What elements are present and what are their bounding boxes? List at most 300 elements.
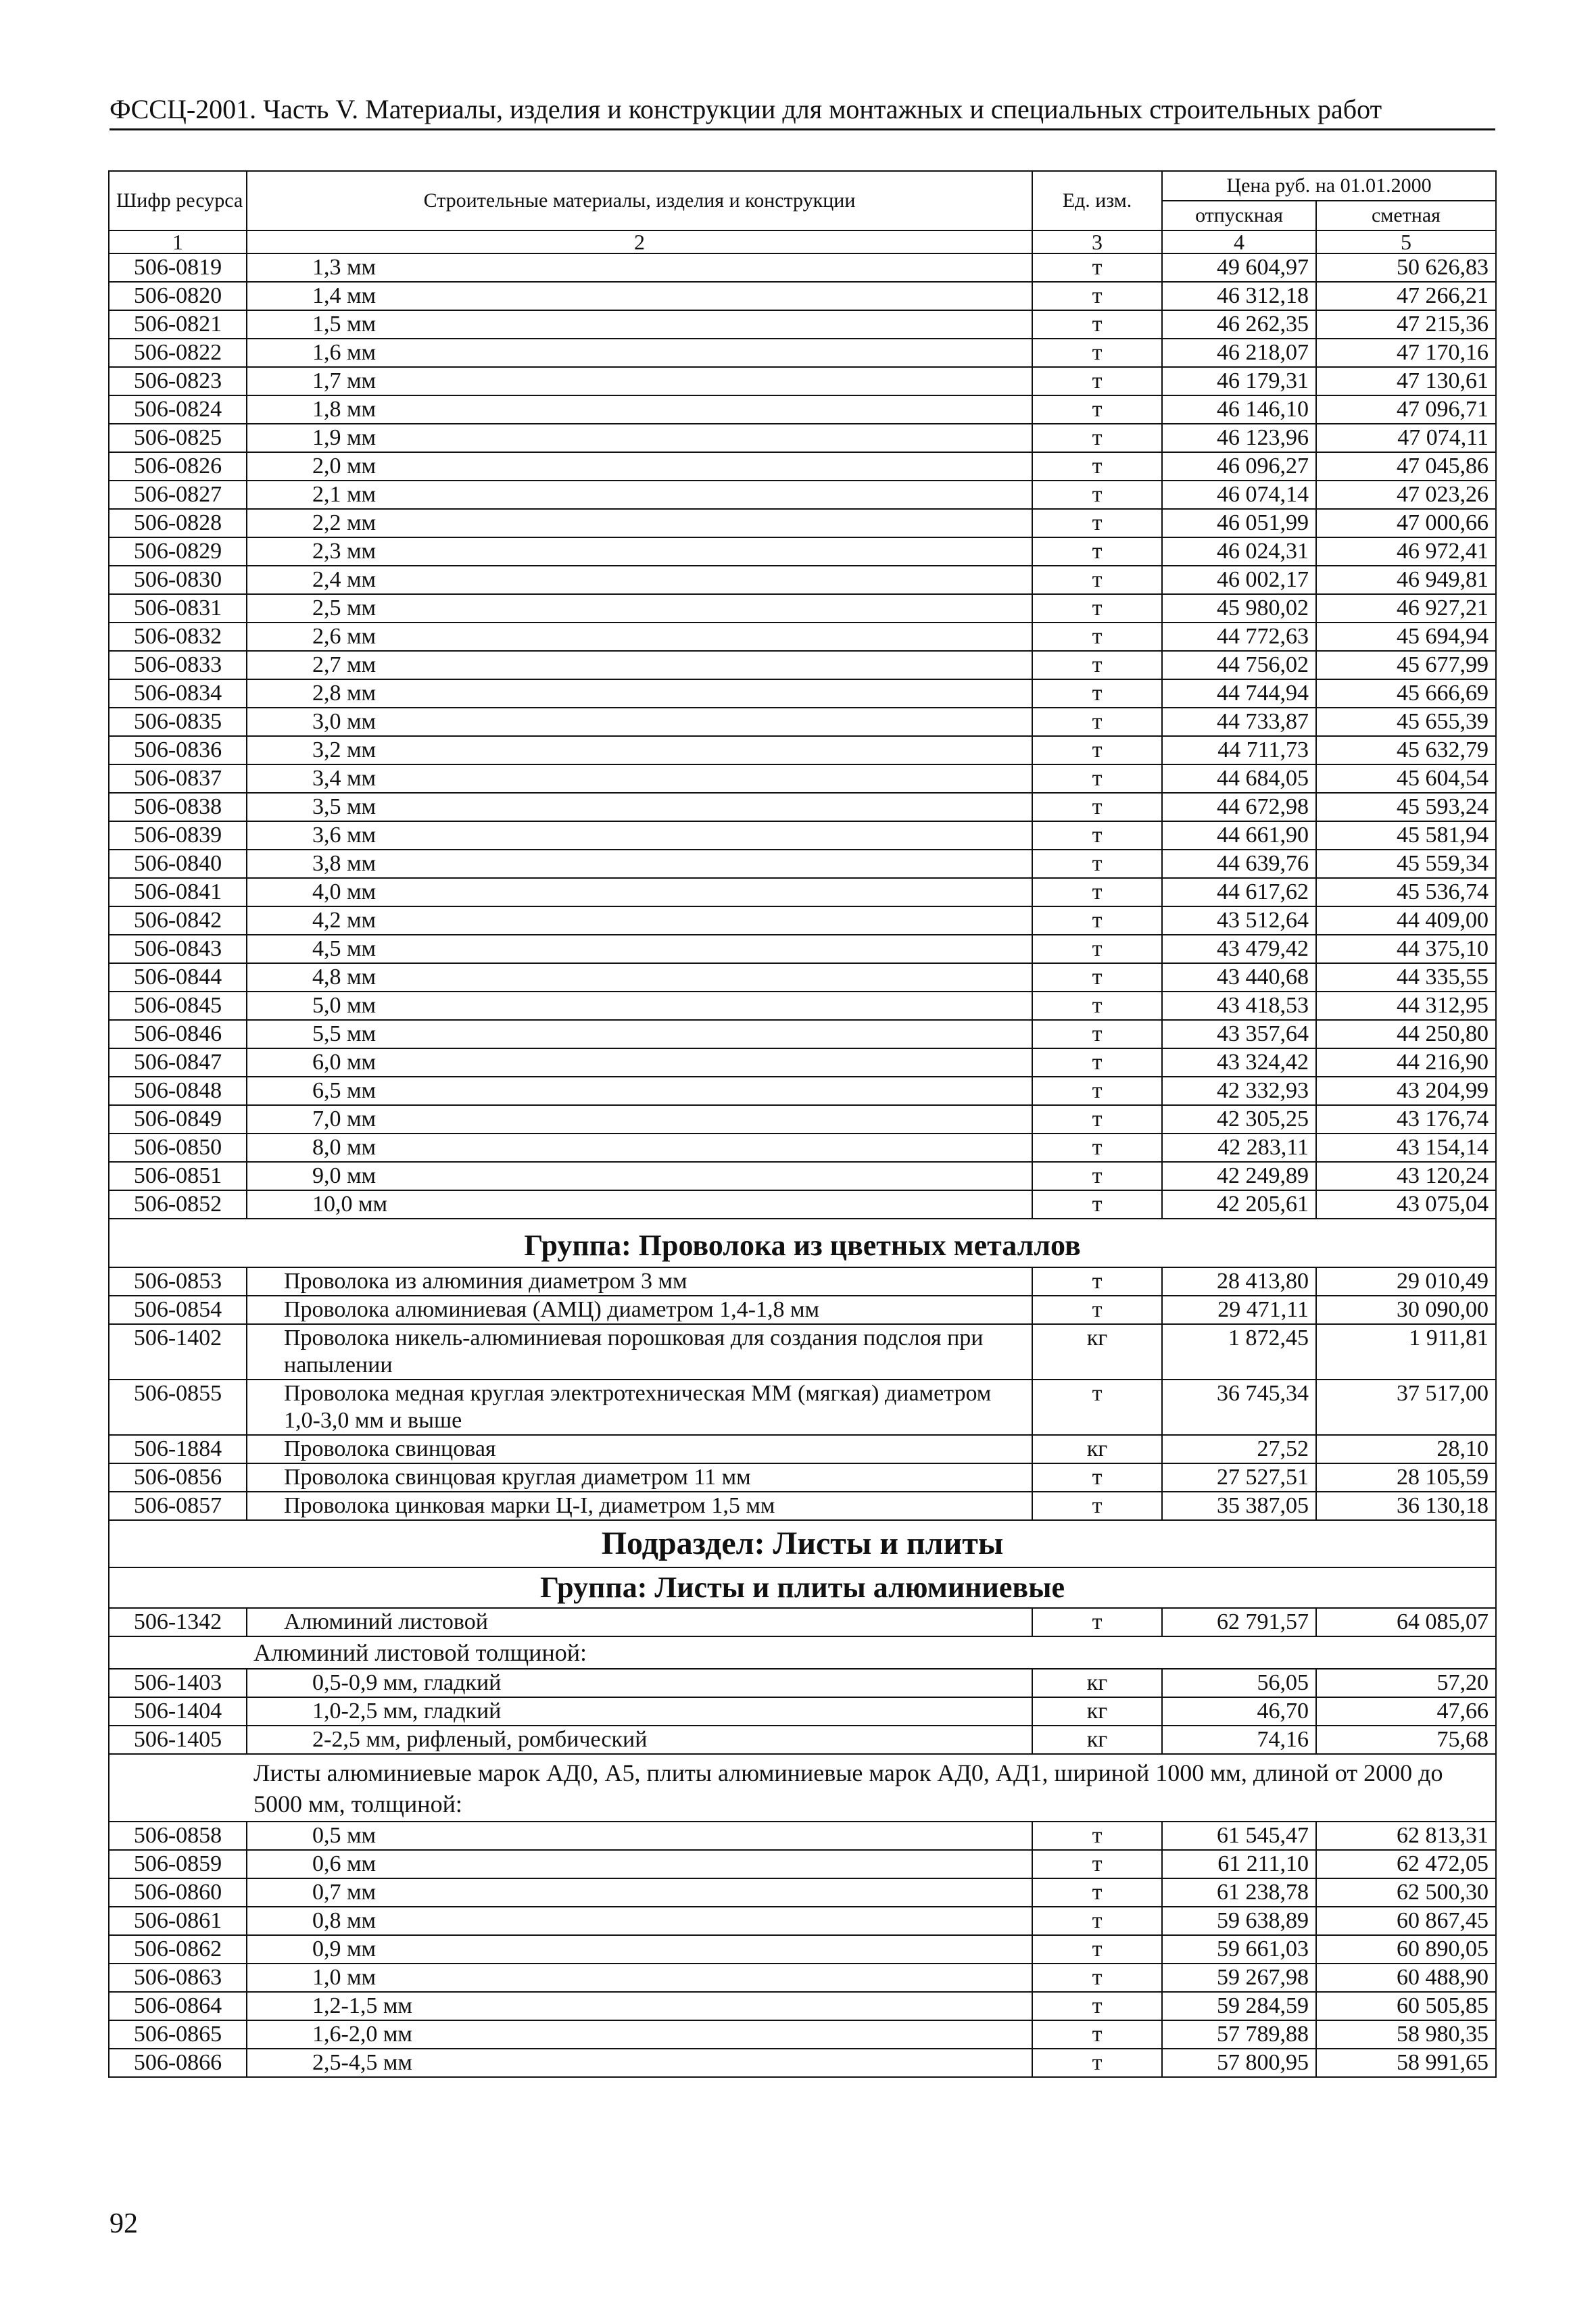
cell-price-release: 42 283,11 bbox=[1162, 1134, 1316, 1162]
table-row bbox=[109, 537, 1496, 566]
cell-price-release: 46 123,96 bbox=[1162, 424, 1316, 452]
table-row bbox=[109, 821, 1496, 850]
cell-name: 1,7 мм bbox=[247, 367, 1032, 395]
cell-price-estimate: 45 593,24 bbox=[1316, 793, 1496, 821]
cell-unit: т bbox=[1032, 253, 1162, 282]
cell-price-estimate: 30 090,00 bbox=[1316, 1296, 1496, 1324]
cell-unit: т bbox=[1032, 1822, 1162, 1850]
cell-price-release: 1 872,45 bbox=[1162, 1324, 1316, 1380]
cell-price-estimate: 45 581,94 bbox=[1316, 821, 1496, 850]
cell-price-estimate: 36 130,18 bbox=[1316, 1492, 1496, 1520]
cell-price-release: 46 262,35 bbox=[1162, 310, 1316, 339]
cell-price-release: 35 387,05 bbox=[1162, 1492, 1316, 1520]
cell-price-release: 46 002,17 bbox=[1162, 566, 1316, 594]
cell-price-estimate: 60 505,85 bbox=[1316, 1992, 1496, 2020]
cell-name: 2,1 мм bbox=[247, 481, 1032, 509]
cell-unit: кг bbox=[1032, 1435, 1162, 1463]
table-row bbox=[109, 1992, 1496, 2020]
cell-name: 2,7 мм bbox=[247, 651, 1032, 679]
cell-name: 3,2 мм bbox=[247, 736, 1032, 764]
cell-code: 506-0856 bbox=[109, 1463, 247, 1492]
cell-code: 506-0841 bbox=[109, 878, 247, 906]
page-header: ФССЦ-2001. Часть V. Материалы, изделия и конструкции для монтажных и специальных строительных работ bbox=[110, 93, 1495, 130]
table-row bbox=[109, 1020, 1496, 1048]
header-price-estimate: сметная bbox=[1316, 201, 1496, 230]
cell-price-estimate: 44 409,00 bbox=[1316, 906, 1496, 935]
cell-unit: т bbox=[1032, 1935, 1162, 1964]
cell-name: 1,4 мм bbox=[247, 282, 1032, 310]
cell-price-release: 43 418,53 bbox=[1162, 992, 1316, 1020]
cell-unit: т bbox=[1032, 764, 1162, 793]
cell-name: 5,5 мм bbox=[247, 1020, 1032, 1048]
cell-unit: кг bbox=[1032, 1669, 1162, 1697]
header-unit: Ед. изм. bbox=[1032, 171, 1162, 230]
cell-code: 506-0826 bbox=[109, 452, 247, 481]
cell-code: 506-0853 bbox=[109, 1267, 247, 1296]
cell-unit: т bbox=[1032, 1992, 1162, 2020]
cell-unit: т bbox=[1032, 395, 1162, 424]
cell-unit: т bbox=[1032, 1020, 1162, 1048]
cell-code: 506-1404 bbox=[109, 1697, 247, 1726]
cell-code: 506-1884 bbox=[109, 1435, 247, 1463]
cell-price-estimate: 62 500,30 bbox=[1316, 1878, 1496, 1907]
cell-unit: т bbox=[1032, 1492, 1162, 1520]
cell-price-estimate: 62 472,05 bbox=[1316, 1850, 1496, 1878]
subsection-heading: Подраздел: Листы и плиты bbox=[109, 1520, 1496, 1567]
page-number: 92 bbox=[110, 2208, 138, 2239]
cell-name: 0,8 мм bbox=[247, 1907, 1032, 1935]
cell-price-release: 59 284,59 bbox=[1162, 1992, 1316, 2020]
table-row bbox=[109, 1380, 1496, 1435]
cell-price-estimate: 45 604,54 bbox=[1316, 764, 1496, 793]
cell-code: 506-0838 bbox=[109, 793, 247, 821]
table-row bbox=[109, 1907, 1496, 1935]
cell-price-estimate: 28 105,59 bbox=[1316, 1463, 1496, 1492]
cell-price-release: 46 096,27 bbox=[1162, 452, 1316, 481]
cell-unit: т bbox=[1032, 1463, 1162, 1492]
cell-price-estimate: 57,20 bbox=[1316, 1669, 1496, 1697]
cell-unit: т bbox=[1032, 1296, 1162, 1324]
cell-price-estimate: 47 000,66 bbox=[1316, 509, 1496, 537]
cell-code: 506-0840 bbox=[109, 850, 247, 878]
cell-name: 8,0 мм bbox=[247, 1134, 1032, 1162]
cell-name: 1,8 мм bbox=[247, 395, 1032, 424]
header-price-group: Цена руб. на 01.01.2000 bbox=[1162, 171, 1496, 201]
cell-unit: т bbox=[1032, 935, 1162, 963]
cell-price-release: 46 024,31 bbox=[1162, 537, 1316, 566]
cell-unit: т bbox=[1032, 963, 1162, 992]
cell-unit: т bbox=[1032, 793, 1162, 821]
table-row bbox=[109, 1105, 1496, 1134]
table-row bbox=[109, 452, 1496, 481]
table-row bbox=[109, 1324, 1496, 1380]
cell-price-estimate: 45 677,99 bbox=[1316, 651, 1496, 679]
cell-price-estimate: 47 074,11 bbox=[1316, 424, 1496, 452]
table-row bbox=[109, 1492, 1496, 1520]
cell-unit: т bbox=[1032, 821, 1162, 850]
cell-unit: т bbox=[1032, 1878, 1162, 1907]
cell-price-release: 62 791,57 bbox=[1162, 1608, 1316, 1636]
cell-code: 506-0834 bbox=[109, 679, 247, 708]
cell-code: 506-0824 bbox=[109, 395, 247, 424]
cell-name: 4,0 мм bbox=[247, 878, 1032, 906]
cell-code: 506-0866 bbox=[109, 2049, 247, 2077]
cell-price-estimate: 46 927,21 bbox=[1316, 594, 1496, 623]
cell-code: 506-0829 bbox=[109, 537, 247, 566]
cell-price-release: 46 218,07 bbox=[1162, 339, 1316, 367]
table-row bbox=[109, 367, 1496, 395]
cell-name: 3,0 мм bbox=[247, 708, 1032, 736]
cell-code: 506-0857 bbox=[109, 1492, 247, 1520]
table-row bbox=[109, 1463, 1496, 1492]
cell-price-release: 43 512,64 bbox=[1162, 906, 1316, 935]
cell-unit: т bbox=[1032, 1907, 1162, 1935]
cell-price-estimate: 29 010,49 bbox=[1316, 1267, 1496, 1296]
cell-name: 2,8 мм bbox=[247, 679, 1032, 708]
cell-code: 506-0835 bbox=[109, 708, 247, 736]
cell-name: 1,9 мм bbox=[247, 424, 1032, 452]
cell-unit: т bbox=[1032, 424, 1162, 452]
table-row bbox=[109, 1608, 1496, 1636]
cell-name: 1,0-2,5 мм, гладкий bbox=[247, 1697, 1032, 1726]
cell-unit: т bbox=[1032, 594, 1162, 623]
cell-unit: т bbox=[1032, 623, 1162, 651]
cell-name: 0,6 мм bbox=[247, 1850, 1032, 1878]
table-row bbox=[109, 310, 1496, 339]
cell-price-estimate: 46 972,41 bbox=[1316, 537, 1496, 566]
cell-unit: т bbox=[1032, 1850, 1162, 1878]
cell-price-release: 46 312,18 bbox=[1162, 282, 1316, 310]
cell-price-release: 46 074,14 bbox=[1162, 481, 1316, 509]
cell-unit: т bbox=[1032, 1048, 1162, 1077]
cell-price-estimate: 44 250,80 bbox=[1316, 1020, 1496, 1048]
table-row bbox=[109, 736, 1496, 764]
cell-code: 506-0849 bbox=[109, 1105, 247, 1134]
cell-name: 3,5 мм bbox=[247, 793, 1032, 821]
table-row bbox=[109, 1726, 1496, 1754]
cell-price-release: 61 211,10 bbox=[1162, 1850, 1316, 1878]
cell-price-estimate: 45 666,69 bbox=[1316, 679, 1496, 708]
cell-price-release: 43 479,42 bbox=[1162, 935, 1316, 963]
group-heading: Группа: Проволока из цветных металлов bbox=[109, 1219, 1496, 1267]
cell-code: 506-0855 bbox=[109, 1380, 247, 1435]
group-heading: Группа: Листы и плиты алюминиевые bbox=[109, 1567, 1496, 1608]
table-row bbox=[109, 906, 1496, 935]
cell-price-release: 27 527,51 bbox=[1162, 1463, 1316, 1492]
cell-price-estimate: 50 626,83 bbox=[1316, 253, 1496, 282]
table-row bbox=[109, 963, 1496, 992]
cell-price-release: 57 800,95 bbox=[1162, 2049, 1316, 2077]
cell-unit: т bbox=[1032, 906, 1162, 935]
cell-price-release: 59 638,89 bbox=[1162, 1907, 1316, 1935]
cell-name: 0,5 мм bbox=[247, 1822, 1032, 1850]
cell-name: 1,2-1,5 мм bbox=[247, 1992, 1032, 2020]
cell-price-release: 43 440,68 bbox=[1162, 963, 1316, 992]
cell-price-release: 42 305,25 bbox=[1162, 1105, 1316, 1134]
cell-name: 6,5 мм bbox=[247, 1077, 1032, 1105]
cell-code: 506-0852 bbox=[109, 1190, 247, 1219]
cell-unit: т bbox=[1032, 878, 1162, 906]
cell-unit: т bbox=[1032, 1190, 1162, 1219]
cell-unit: т bbox=[1032, 509, 1162, 537]
cell-price-estimate: 47,66 bbox=[1316, 1697, 1496, 1726]
table-row bbox=[109, 2049, 1496, 2077]
cell-code: 506-0827 bbox=[109, 481, 247, 509]
header-code: Шифр ресурса bbox=[109, 171, 247, 230]
cell-name: 7,0 мм bbox=[247, 1105, 1032, 1134]
cell-code: 506-0865 bbox=[109, 2020, 247, 2049]
cell-unit: т bbox=[1032, 992, 1162, 1020]
cell-name: 2,3 мм bbox=[247, 537, 1032, 566]
cell-unit: т bbox=[1032, 1134, 1162, 1162]
cell-name: Проволока медная круглая электротехническая ММ (мягкая) диаметром 1,0-3,0 мм и выше bbox=[247, 1380, 1032, 1435]
cell-unit: т bbox=[1032, 310, 1162, 339]
cell-code: 506-0859 bbox=[109, 1850, 247, 1878]
cell-name: 0,7 мм bbox=[247, 1878, 1032, 1907]
cell-price-estimate: 28,10 bbox=[1316, 1435, 1496, 1463]
cell-price-release: 44 672,98 bbox=[1162, 793, 1316, 821]
table-row bbox=[109, 1850, 1496, 1878]
intro-text: Листы алюминиевые марок АД0, А5, плиты алюминиевые марок АД0, АД1, шириной 1000 мм, длиной от 2000 до 5000 мм, толщиной: bbox=[247, 1754, 1496, 1822]
cell-name: 2-2,5 мм, рифленый, ромбический bbox=[247, 1726, 1032, 1754]
table-row bbox=[109, 424, 1496, 452]
header-name: Строительные материалы, изделия и конструкции bbox=[247, 171, 1032, 230]
cell-code: 506-0848 bbox=[109, 1077, 247, 1105]
cell-price-estimate: 62 813,31 bbox=[1316, 1822, 1496, 1850]
table-row bbox=[109, 566, 1496, 594]
cell-code: 506-0844 bbox=[109, 963, 247, 992]
cell-unit: т bbox=[1032, 850, 1162, 878]
cell-price-release: 57 789,88 bbox=[1162, 2020, 1316, 2049]
table-row bbox=[109, 935, 1496, 963]
cell-price-release: 46 179,31 bbox=[1162, 367, 1316, 395]
table-row bbox=[109, 1669, 1496, 1697]
cell-price-estimate: 43 120,24 bbox=[1316, 1162, 1496, 1190]
cell-name: Проволока из алюминия диаметром 3 мм bbox=[247, 1267, 1032, 1296]
cell-code: 506-0821 bbox=[109, 310, 247, 339]
cell-unit: т bbox=[1032, 1162, 1162, 1190]
cell-name: 9,0 мм bbox=[247, 1162, 1032, 1190]
cell-price-release: 28 413,80 bbox=[1162, 1267, 1316, 1296]
cell-name: Проволока цинковая марки Ц-I, диаметром 1,5 мм bbox=[247, 1492, 1032, 1520]
table-row bbox=[109, 1190, 1496, 1219]
table-row bbox=[109, 339, 1496, 367]
cell-price-release: 61 545,47 bbox=[1162, 1822, 1316, 1850]
table-row bbox=[109, 1435, 1496, 1463]
cell-code: 506-0843 bbox=[109, 935, 247, 963]
cell-price-estimate: 47 045,86 bbox=[1316, 452, 1496, 481]
cell-name: 2,5-4,5 мм bbox=[247, 2049, 1032, 2077]
table-row bbox=[109, 1935, 1496, 1964]
cell-unit: т bbox=[1032, 481, 1162, 509]
cell-price-estimate: 46 949,81 bbox=[1316, 566, 1496, 594]
cell-price-release: 44 772,63 bbox=[1162, 623, 1316, 651]
cell-unit: т bbox=[1032, 537, 1162, 566]
cell-code: 506-0825 bbox=[109, 424, 247, 452]
cell-unit: т bbox=[1032, 1608, 1162, 1636]
cell-code: 506-0833 bbox=[109, 651, 247, 679]
cell-code: 506-0823 bbox=[109, 367, 247, 395]
cell-price-release: 49 604,97 bbox=[1162, 253, 1316, 282]
col-number: 1 bbox=[109, 230, 247, 253]
cell-price-release: 42 332,93 bbox=[1162, 1077, 1316, 1105]
table-row bbox=[109, 282, 1496, 310]
cell-code: 506-0832 bbox=[109, 623, 247, 651]
cell-price-estimate: 43 176,74 bbox=[1316, 1105, 1496, 1134]
cell-unit: т bbox=[1032, 282, 1162, 310]
cell-name: Проволока свинцовая круглая диаметром 11 мм bbox=[247, 1463, 1032, 1492]
table-row bbox=[109, 1878, 1496, 1907]
cell-price-release: 61 238,78 bbox=[1162, 1878, 1316, 1907]
cell-code: 506-0846 bbox=[109, 1020, 247, 1048]
table-row bbox=[109, 1077, 1496, 1105]
cell-code: 506-0845 bbox=[109, 992, 247, 1020]
table-row bbox=[109, 651, 1496, 679]
cell-name: Алюминий листовой bbox=[247, 1608, 1032, 1636]
table-row bbox=[109, 764, 1496, 793]
table-row bbox=[109, 708, 1496, 736]
cell-name: 6,0 мм bbox=[247, 1048, 1032, 1077]
cell-name: 1,0 мм bbox=[247, 1964, 1032, 1992]
table-row bbox=[109, 1296, 1496, 1324]
cell-code: 506-0850 bbox=[109, 1134, 247, 1162]
cell-price-estimate: 1 911,81 bbox=[1316, 1324, 1496, 1380]
cell-price-estimate: 44 375,10 bbox=[1316, 935, 1496, 963]
cell-unit: т bbox=[1032, 1267, 1162, 1296]
cell-price-estimate: 64 085,07 bbox=[1316, 1608, 1496, 1636]
cell-name: Проволока никель-алюминиевая порошковая для создания подслоя при напылении bbox=[247, 1324, 1032, 1380]
cell-unit: т bbox=[1032, 1077, 1162, 1105]
cell-price-estimate: 47 215,36 bbox=[1316, 310, 1496, 339]
table-row bbox=[109, 1134, 1496, 1162]
cell-price-release: 56,05 bbox=[1162, 1669, 1316, 1697]
cell-code: 506-0839 bbox=[109, 821, 247, 850]
cell-price-estimate: 75,68 bbox=[1316, 1726, 1496, 1754]
cell-code: 506-0820 bbox=[109, 282, 247, 310]
intro-row bbox=[109, 1636, 1496, 1669]
table-row bbox=[109, 793, 1496, 821]
cell-price-release: 46 051,99 bbox=[1162, 509, 1316, 537]
cell-code: 506-0862 bbox=[109, 1935, 247, 1964]
cell-price-estimate: 43 075,04 bbox=[1316, 1190, 1496, 1219]
col-number: 4 bbox=[1162, 230, 1316, 253]
cell-unit: т bbox=[1032, 708, 1162, 736]
cell-name: 3,4 мм bbox=[247, 764, 1032, 793]
cell-code: 506-0860 bbox=[109, 1878, 247, 1907]
cell-code: 506-0858 bbox=[109, 1822, 247, 1850]
cell-price-release: 27,52 bbox=[1162, 1435, 1316, 1463]
table-row bbox=[109, 1162, 1496, 1190]
cell-code: 506-0831 bbox=[109, 594, 247, 623]
header-price-release: отпускная bbox=[1162, 201, 1316, 230]
cell-unit: т bbox=[1032, 2049, 1162, 2077]
col-number: 2 bbox=[247, 230, 1032, 253]
cell-price-release: 44 733,87 bbox=[1162, 708, 1316, 736]
cell-unit: т bbox=[1032, 736, 1162, 764]
cell-price-release: 44 617,62 bbox=[1162, 878, 1316, 906]
cell-code: 506-0842 bbox=[109, 906, 247, 935]
cell-name: 10,0 мм bbox=[247, 1190, 1032, 1219]
cell-price-release: 43 357,64 bbox=[1162, 1020, 1316, 1048]
table-row bbox=[109, 850, 1496, 878]
cell-unit: кг bbox=[1032, 1324, 1162, 1380]
cell-price-release: 74,16 bbox=[1162, 1726, 1316, 1754]
cell-price-estimate: 60 488,90 bbox=[1316, 1964, 1496, 1992]
cell-unit: т bbox=[1032, 367, 1162, 395]
price-table bbox=[108, 170, 1497, 2078]
cell-price-release: 42 249,89 bbox=[1162, 1162, 1316, 1190]
table-header bbox=[109, 171, 1496, 253]
cell-price-release: 44 744,94 bbox=[1162, 679, 1316, 708]
cell-price-release: 44 661,90 bbox=[1162, 821, 1316, 850]
cell-name: Проволока алюминиевая (АМЦ) диаметром 1,4-1,8 мм bbox=[247, 1296, 1032, 1324]
cell-unit: кг bbox=[1032, 1726, 1162, 1754]
cell-price-release: 43 324,42 bbox=[1162, 1048, 1316, 1077]
intro-text: Алюминий листовой толщиной: bbox=[247, 1636, 1496, 1669]
cell-price-release: 42 205,61 bbox=[1162, 1190, 1316, 1219]
cell-price-estimate: 47 096,71 bbox=[1316, 395, 1496, 424]
cell-price-release: 29 471,11 bbox=[1162, 1296, 1316, 1324]
cell-price-estimate: 60 867,45 bbox=[1316, 1907, 1496, 1935]
cell-unit: кг bbox=[1032, 1697, 1162, 1726]
cell-code: 506-0828 bbox=[109, 509, 247, 537]
cell-code: 506-1402 bbox=[109, 1324, 247, 1380]
table-row bbox=[109, 992, 1496, 1020]
cell-code: 506-0822 bbox=[109, 339, 247, 367]
cell-code: 506-0864 bbox=[109, 1992, 247, 2020]
cell-unit: т bbox=[1032, 452, 1162, 481]
cell-code: 506-0851 bbox=[109, 1162, 247, 1190]
table-row bbox=[109, 679, 1496, 708]
cell-unit: т bbox=[1032, 651, 1162, 679]
cell-price-estimate: 58 991,65 bbox=[1316, 2049, 1496, 2077]
table-row bbox=[109, 1267, 1496, 1296]
cell-price-estimate: 45 694,94 bbox=[1316, 623, 1496, 651]
cell-code: 506-0830 bbox=[109, 566, 247, 594]
table-row bbox=[109, 2020, 1496, 2049]
cell-price-estimate: 47 170,16 bbox=[1316, 339, 1496, 367]
cell-name: 3,6 мм bbox=[247, 821, 1032, 850]
cell-price-estimate: 44 335,55 bbox=[1316, 963, 1496, 992]
cell-name: 0,9 мм bbox=[247, 1935, 1032, 1964]
cell-price-estimate: 44 216,90 bbox=[1316, 1048, 1496, 1077]
cell-code: 506-1405 bbox=[109, 1726, 247, 1754]
cell-code: 506-0854 bbox=[109, 1296, 247, 1324]
table-row bbox=[109, 253, 1496, 282]
table-row bbox=[109, 481, 1496, 509]
cell-price-release: 59 267,98 bbox=[1162, 1964, 1316, 1992]
cell-code: 506-0837 bbox=[109, 764, 247, 793]
cell-price-estimate: 45 632,79 bbox=[1316, 736, 1496, 764]
cell-code: 506-0861 bbox=[109, 1907, 247, 1935]
cell-price-release: 36 745,34 bbox=[1162, 1380, 1316, 1435]
table-row bbox=[109, 1697, 1496, 1726]
cell-unit: т bbox=[1032, 566, 1162, 594]
cell-name: 2,0 мм bbox=[247, 452, 1032, 481]
cell-price-release: 59 661,03 bbox=[1162, 1935, 1316, 1964]
cell-unit: т bbox=[1032, 1105, 1162, 1134]
cell-price-estimate: 43 204,99 bbox=[1316, 1077, 1496, 1105]
cell-price-estimate: 58 980,35 bbox=[1316, 2020, 1496, 2049]
cell-price-release: 44 756,02 bbox=[1162, 651, 1316, 679]
cell-code: 506-1342 bbox=[109, 1608, 247, 1636]
table-row bbox=[109, 1822, 1496, 1850]
table-body bbox=[109, 253, 1496, 2077]
cell-code: 506-0819 bbox=[109, 253, 247, 282]
col-number: 5 bbox=[1316, 230, 1496, 253]
table-row bbox=[109, 395, 1496, 424]
cell-price-release: 44 639,76 bbox=[1162, 850, 1316, 878]
